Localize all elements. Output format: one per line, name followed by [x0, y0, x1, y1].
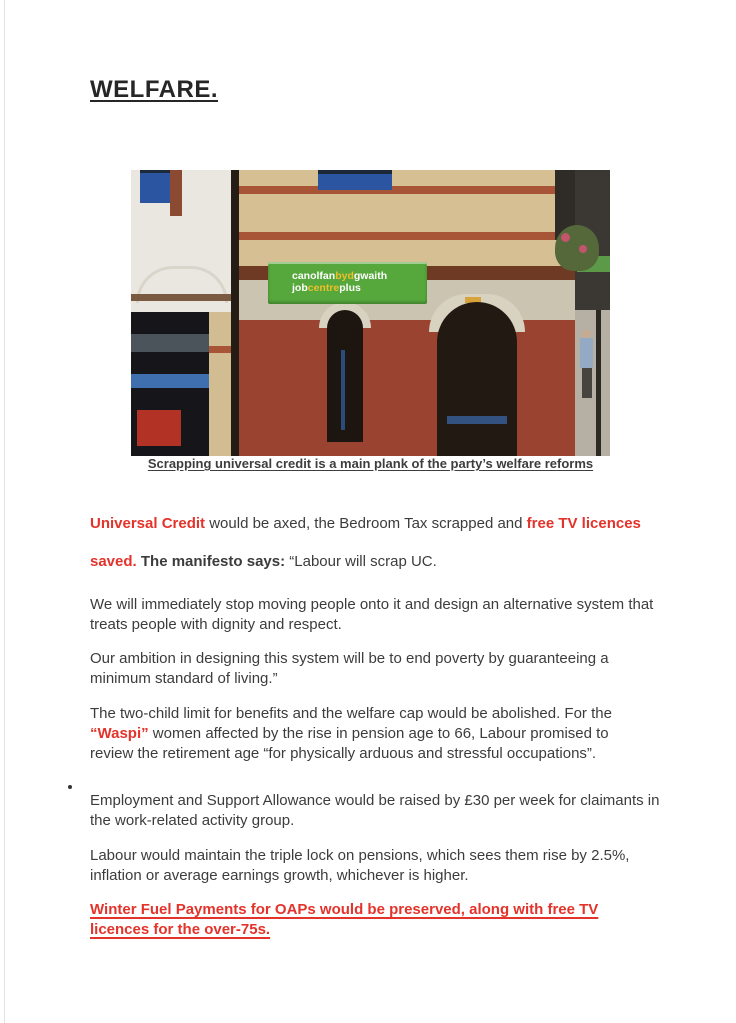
photo-shop-red-object	[137, 410, 181, 446]
highlight-free-tv-licences: free TV licences saved.	[90, 515, 641, 570]
photo-drainpipe	[231, 170, 239, 456]
sign-text-welsh	[292, 270, 387, 282]
sign-text-english	[292, 282, 361, 294]
paragraph-winter-fuel: Winter Fuel Payments for OAPs would be preserved, along with free TV licences for the over-75s.	[90, 901, 599, 938]
text-segment: women affected by the rise in pension age to 66, Labour promised to review the retirement age “for physically arduous and stressful occupations”.	[90, 725, 609, 762]
photo-left-window	[140, 170, 170, 203]
paragraph-quote-1: We will immediately stop moving people onto it and design an alternative system that treats people with dignity and respect.	[90, 596, 654, 633]
photo-flower	[561, 233, 570, 242]
photo-flower	[579, 245, 587, 253]
photo-lower-brick	[239, 320, 577, 456]
photo-shop-shelf	[131, 334, 209, 352]
page-title: WELFARE.	[90, 76, 218, 103]
text-segment: would be axed, the Bedroom Tax scrapped and	[205, 515, 527, 532]
paragraph-quote-2: Our ambition in designing this system will be to end poverty by guaranteeing a minimum standard of living.”	[90, 650, 609, 687]
sign-word: plus	[339, 282, 361, 294]
photo-left-pillar-stripe	[209, 346, 231, 353]
jobcentre-sign	[268, 262, 427, 304]
photo-brick-stripe	[239, 186, 577, 194]
sign-word: gwaith	[353, 270, 388, 282]
sign-word: job	[292, 282, 308, 294]
photo-upper-window	[318, 170, 392, 190]
sign-word: centre	[307, 282, 340, 294]
photo-caption: Scrapping universal credit is a main plank of the party’s welfare reforms	[147, 456, 594, 471]
photo-shop-window	[131, 312, 209, 456]
paragraph-two-child-limit	[90, 704, 656, 764]
photo-gate-left	[341, 350, 345, 430]
paragraph-intro	[90, 505, 656, 581]
photo-pavement	[575, 310, 610, 456]
list-bullet	[68, 785, 72, 789]
photo-street-post	[596, 310, 601, 456]
sign-word: canolfan	[292, 270, 336, 282]
photo-pedestrian-head	[583, 330, 590, 338]
photo-left-cornice	[131, 294, 231, 301]
text-segment: “Labour will scrap UC.	[285, 553, 437, 570]
highlight-waspi: “Waspi”	[90, 725, 149, 742]
photo-pedestrian	[580, 338, 593, 368]
highlight-universal-credit: Universal Credit	[90, 515, 206, 532]
photo-pedestrian-legs	[582, 368, 592, 398]
photo-left-pillar	[209, 312, 231, 456]
page-edge-line	[4, 0, 5, 1023]
paragraph-triple-lock: Labour would maintain the triple lock on pensions, which sees them rise by 2.5%, inflation or average earnings growth, whichever is higher.	[90, 847, 630, 884]
photo-gate-center	[447, 416, 507, 424]
sign-word: byd	[335, 270, 354, 282]
photo-brick-stripe	[239, 232, 577, 240]
photo-shop-blue-stripe	[131, 374, 209, 388]
photo-doorway-center	[437, 302, 517, 456]
bold-manifesto-says: The manifesto says:	[140, 553, 286, 570]
paragraph-esa: Employment and Support Allowance would be raised by £30 per week for claimants in the work-related activity group.	[90, 792, 660, 829]
text-segment: The two-child limit for benefits and the welfare cap would be abolished. For the	[90, 705, 612, 722]
jobcentre-photo	[131, 170, 610, 456]
photo-hanging-basket	[555, 225, 599, 271]
photo-left-window-frame	[170, 170, 182, 216]
photo-doorway-left	[327, 310, 363, 442]
